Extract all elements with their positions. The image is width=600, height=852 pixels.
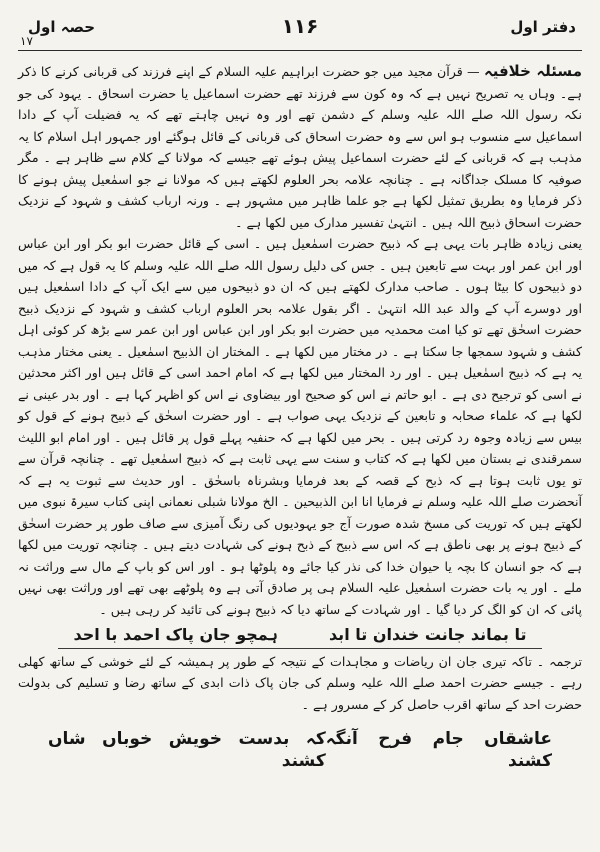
couplet-first-hemistich: عاشقاں جام فرح آنگہ کشند bbox=[325, 729, 552, 771]
margin-mark: ۱۷ bbox=[20, 34, 33, 48]
couplet bbox=[48, 729, 552, 772]
page-header bbox=[18, 10, 582, 51]
translation: ترجمہ ۔ تاکہ تیری جان ان ریاضات و مجاہدات کے نتیجہ کے طور پر ہمیشہ کے لئے خوشی کے ساتھ کھلی رہے ۔ جیسے حضرت احمد صلے اللہ علیہ وسلم کی جان پاک ذات ابدی کے ساتھ رضا و تسلیم کی بدولت حضرت احد کے ساتھ اقرب حاصل کر کے مسرور ہے ۔ bbox=[18, 653, 582, 712]
couplet-first-hemistich: تا بماند جانت خندان تا ابد bbox=[328, 625, 527, 644]
section-title-left: حصہ اول bbox=[28, 18, 96, 36]
paragraph-text: قرآن مجید میں جو حضرت ابراہیم علیہ السلام کے اپنے فرزند کی قربانی کرنے کا ذکر ہے۔ وہاں یہ تصریح نہیں ہے کہ وہ کون سے فرزند تھے حضرت اسماعیل یا حضرت اسحاق ۔ یہود کی جو نکہ رسول اللہ صلے اللہ علیہ وسلم کے دشمن تھے اور وہ نہیں چاہتے تھے کہ یہ فضیلت آپ کے دادا اسماعیل سے منسوب ہو اس سے وہ حضرت اسحاق کی قربانی کے قائل ہوگئے اور جمہور اہل اسلام کا یہ مذہب ہے کہ قربانی کے لئے حضرت اسماعیل پیش ہوئے تھے جیسے کہ مولانا کے کلام سے ظاہر ہے ۔ مگر صوفیہ کا مسلک جداگانہ ہے ۔ چنانچہ علامہ بحر العلوم لکھتے ہیں کہ مولانا نے جو اسمٰعیل پیش ہونے کا ذکر فرمایا وہ بطریق تمثیل لکھا ہے جو علما ظاہر میں مشہور ہے ۔ ورنہ ارباب کشف و شہود کے نزدیک حضرت اسحاق ذبیح اللہ ہیں ۔ انتہیٰ تفسیر مدارک میں لکھا ہے ۔ bbox=[18, 64, 582, 230]
page-body bbox=[18, 51, 582, 772]
section-title-right: دفتر اول bbox=[510, 18, 576, 36]
page-number: ۱۱۶ bbox=[281, 14, 319, 38]
divider bbox=[58, 648, 542, 649]
couplet-second-hemistich: ہمچو جان پاک احمد با احد bbox=[73, 625, 278, 644]
paragraph: مسئلہ خلافیہ — قرآن مجید میں جو حضرت ابراہیم علیہ السلام کے اپنے فرزند کی قربانی کرنے کا ذکر ہے۔ وہاں یہ تصریح نہیں ہے کہ وہ کون سے فرزند تھے حضرت اسماعیل یا حضرت اسحاق ۔ یہود کی جو نکہ رسول اللہ صلے اللہ علیہ وسلم کے دشمن تھے اور وہ نہیں چاہتے تھے کہ یہ فضیلت آپ کے دادا اسماعیل سے منسوب ہو اس سے وہ حضرت اسحاق کی قربانی کے قائل ہوگئے اور جمہور اہل اسلام کا یہ مذہب ہے کہ قربانی کے لئے حضرت اسماعیل پیش ہوئے تھے جیسے کہ مولانا کے کلام سے ظاہر ہے ۔ مگر صوفیہ کا مسلک جداگانہ ہے ۔ چنانچہ علامہ بحر العلوم لکھتے ہیں کہ مولانا نے جو اسمٰعیل پیش ہونے کا ذکر فرمایا وہ بطریق تمثیل لکھا ہے جو علما ظاہر میں مشہور ہے ۔ ورنہ ارباب کشف و شہود کے نزدیک حضرت اسحاق ذبیح اللہ ہیں ۔ انتہیٰ تفسیر مدارک میں لکھا ہے ۔ bbox=[18, 62, 582, 230]
couplet-second-hemistich: کہ بدست خویش خوباں شاں کشند bbox=[48, 729, 326, 771]
couplet bbox=[48, 624, 552, 646]
paragraph: یعنی زیادہ ظاہر بات یہی ہے کہ ذبیح حضرت اسمٰعیل ہیں ۔ اسی کے قائل حضرت ابو بکر اور ابن عباس اور ابن عمر اور بہت سے تابعین ہیں ۔ جس کی دلیل رسول اللہ صلے اللہ علیہ وسلم کا یہ قول ہے کہ میں دو ذبیحوں کا بیٹا ہوں ۔ صاحب مدارک لکھتے ہیں کہ ان دو ذبیحوں میں سے ایک آپ کے دادا اسمٰعیل ہیں اور دوسرے آپ کے والد عبد اللہ انتہیٰ ۔ اگر بقول علامہ بحر العلوم ارباب کشف و شہود کے نزدیک ذبیح حضرت اسحٰق تھے تو کیا امت محمدیہ میں حضرت ابو بکر اور ابن عباس اور ابن عمر سے بڑھ کر کوئی اہل کشف و شہود سمجھا جا سکتا ہے ۔ در مختار میں لکھا ہے ۔ المختار ان الذبیح اسمٰعیل ۔ یعنی مختار مذہب یہ ہے کہ ذبیح اسمٰعیل ہیں ۔ اور رد المختار میں لکھا ہے کہ امام احمد اسی کے قائل ہیں اور اکثر محدثین نے اسی کو ترجیح دی ہے ۔ ابو حاتم نے اس کو صحیح اور بیضاوی نے اس کو اظہر کہا ہے ۔ اور بدر عینی نے لکھا ہے کہ علماء صحابہ و تابعین کے نزدیک یہی صواب ہے ۔ اور حضرت اسحٰق کے ذبیح ہونے کے قول کو بیس سے زیادہ وجوہ رد کرتی ہیں ۔ بحر میں لکھا ہے کہ حنفیہ پہلے قول پر قائل ہیں ۔ اور امام ابو اللیث سمرقندی نے بستان میں لکھا ہے کہ کتاب و سنت سے یہی ثابت ہے کہ ذبیح اسمٰعیل تھے ۔ چنانچہ قرآن سے تو یوں ثابت ہوتا ہے کہ ذبح کے قصہ کے بعد فرمایا وبشرناہ باسحٰق ۔ اور حدیث سے ثبوت یہ ہے کہ آنحضرت صلے اللہ علیہ وسلم نے فرمایا انا ابن الذبیحین ۔ الخ مولانا شبلی نعمانی اپنی کتاب سیرۃ نبوی میں لکھتے ہیں کہ توریت کی مسخ شدہ صورت آج جو یہودیوں کی رنگ آمیزی سے صاف طور پر حضرت اسحٰق کے ذبیح ہونے پر بھی ناطق ہے کہ اس سے ذبیح کے ذبح ہونے کی شہادت دیتے ہیں ۔ چنانچہ توریت میں لکھا ہے کہ جو انسان کا بچہ یا حیوان خدا کی نذر کیا جائے وہ پلوٹھا ہو ۔ اور اس کو باپ کے مال سے وراثت نہ ملے ۔ اور یہ بات حضرت اسمٰعیل علیہ السلام ہی پر صادق آتی ہے وہ پلوٹھے بھی تھے اور وراثت بھی نہیں پائی کہ ان کو الگ کر دیا گیا ۔ اور شہادت کے ساتھ دیا کہ ذبیح ہونے کی تائید کر رہی ہیں ۔ bbox=[18, 236, 582, 617]
section-heading: مسئلہ خلافیہ bbox=[483, 62, 582, 80]
